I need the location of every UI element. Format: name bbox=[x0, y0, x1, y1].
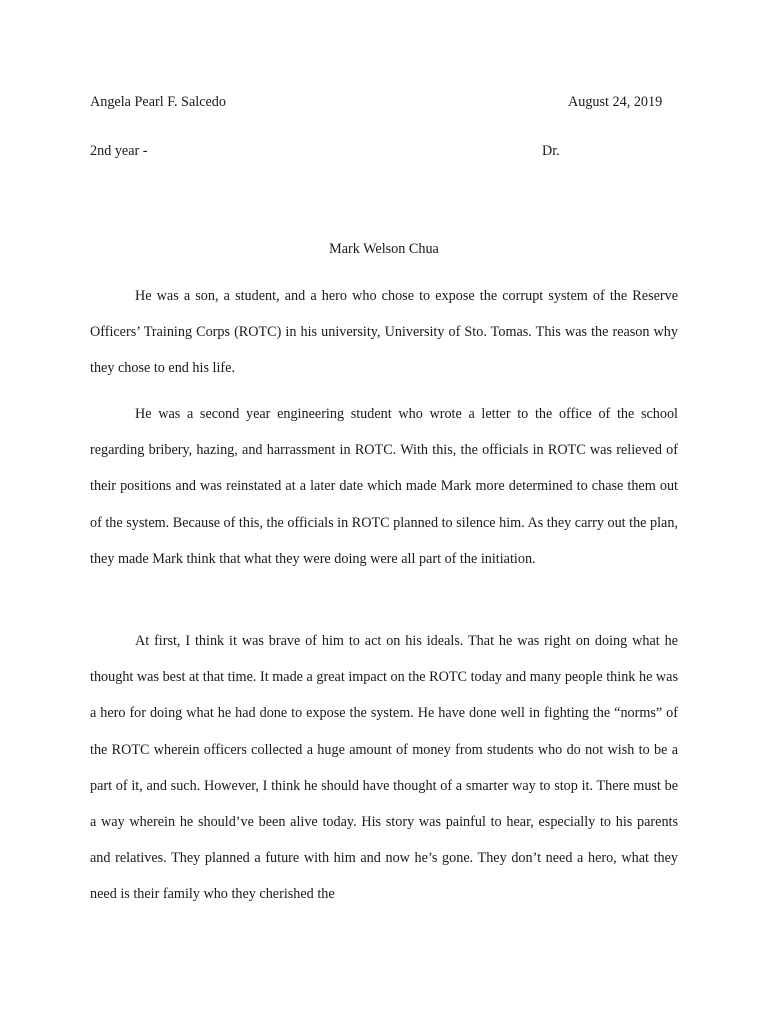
document-title: Mark Welson Chua bbox=[329, 241, 439, 257]
document-date: August 24, 2019 bbox=[568, 94, 663, 110]
body-paragraph-3 bbox=[90, 623, 678, 925]
header-row-2 bbox=[90, 142, 670, 160]
year-level: 2nd year - bbox=[90, 143, 148, 159]
instructor-name: Dr. bbox=[542, 143, 560, 159]
paragraph-text: He was a son, a student, and a hero who chose to expose the corrupt system of the Reserve Officers’ Training Corps (ROTC) in his university, University of Sto. Tomas. This was the reason why they chose to end his life. bbox=[90, 288, 678, 377]
body-paragraph-1 bbox=[90, 278, 678, 399]
paragraph-text: At first, I think it was brave of him to act on his ideals. That he was right on doing what he thought was best at that time. It made a great impact on the ROTC today and many people think he was a hero for doing what he had done to expose the system. He have done well in fighting the “norms” of the ROTC wherein officers collected a huge amount of money from students who do not wish to be a part of it, and such. However, I think he should have thought of a smarter way to stop it. There must be a way wherein he should’ve been alive today. His story was painful to hear, especially to his parents and relatives. They planned a future with him and now he’s gone. They don’t need a hero, what they need is their family who they cherished the bbox=[90, 633, 678, 903]
header-row-1 bbox=[90, 93, 670, 111]
body-paragraph-2 bbox=[90, 396, 678, 589]
paragraph-text: He was a second year engineering student who wrote a letter to the office of the school regarding bribery, hazing, and harrassment in ROTC. With this, the officials in ROTC was relieved of their positions and was reinstated at a later date which made Mark more determined to chase them out of the system. Because of this, the officials in ROTC planned to silence him. As they carry out the plan, they made Mark think that what they were doing were all part of the initiation. bbox=[90, 406, 678, 567]
author-name: Angela Pearl F. Salcedo bbox=[90, 94, 226, 110]
